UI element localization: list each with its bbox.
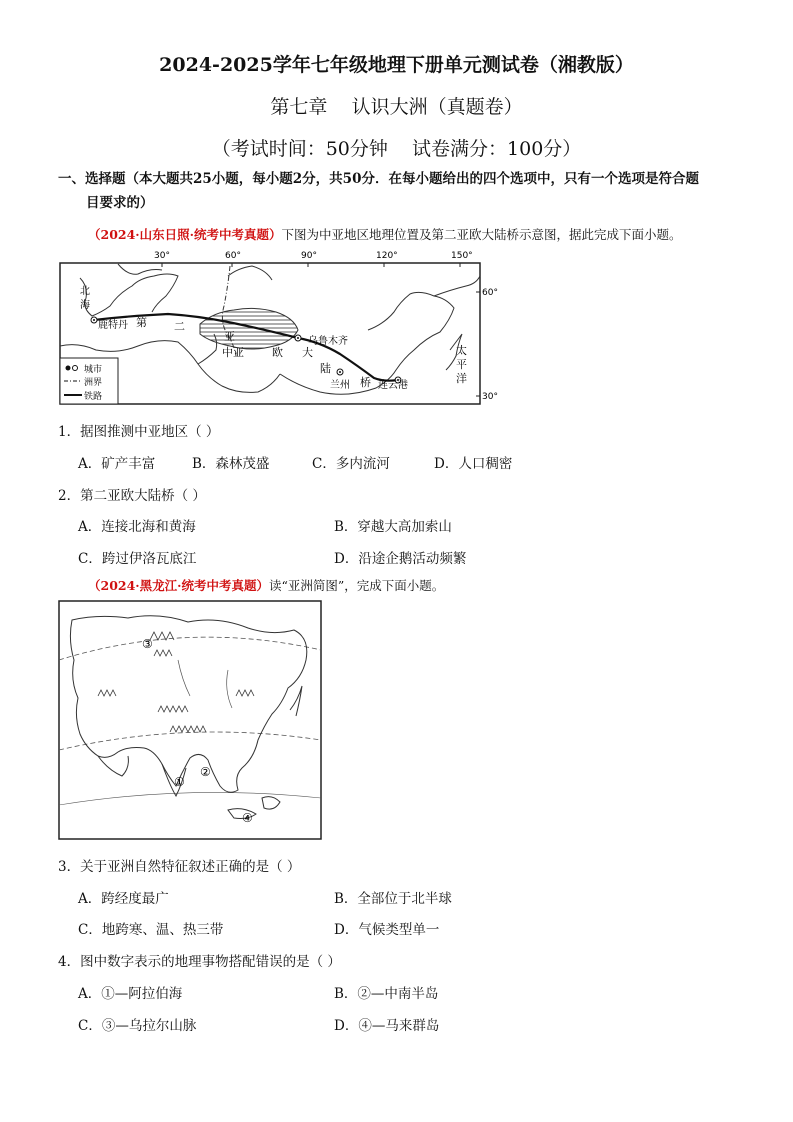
exam-info: （考试时间：50分钟 试卷满分：100分） <box>211 138 582 160</box>
exam-title: 2024-2025学年七年级地理下册单元测试卷（湘教版） <box>159 54 634 76</box>
q3-option-c[interactable]: C．地跨寒、温、热三带 <box>78 922 224 938</box>
label-bridge-2: 二 <box>174 320 185 333</box>
chapter-title: 第七章 认识大洲（真题卷） <box>270 96 523 118</box>
question-3: 3．关于亚洲自然特征叙述正确的是（ ） <box>58 859 301 875</box>
map-asia-sketch <box>58 600 322 840</box>
question-1: 1．据图推测中亚地区（ ） <box>58 424 220 440</box>
label-lianyungang: 连云港 <box>378 380 408 391</box>
q2-option-b[interactable]: B．穿越大高加索山 <box>334 519 452 535</box>
legend-city-label: 城市 <box>84 365 103 375</box>
lon-label-90: 90° <box>301 251 317 261</box>
label-bridge-3: 亚 <box>224 330 235 343</box>
legend-railway-label: 铁路 <box>84 392 103 402</box>
group1-source-tag: （2024·山东日照·统考中考真题） <box>88 227 282 242</box>
asia-map-frame <box>59 601 321 839</box>
label-2: ② <box>200 765 211 779</box>
q3-option-d[interactable]: D．气候类型单一 <box>334 922 440 938</box>
section-heading <box>58 167 748 215</box>
group2-source <box>88 576 444 594</box>
lon-label-150: 150° <box>451 251 473 261</box>
label-bridge-1: 第 <box>136 316 147 329</box>
label-pacific-3: 洋 <box>456 372 467 385</box>
lat-label-30: 30° <box>482 392 498 402</box>
section-line-1: 一、选择题（本大题共25小题，每小题2分，共50分．在每小题给出的四个选项中，只有一个选项是符合题 <box>58 171 699 187</box>
lon-label-30: 30° <box>154 251 170 261</box>
q1-option-c[interactable]: C．多内流河 <box>312 456 390 472</box>
group2-source-tag: （2024·黑龙江·统考中考真题） <box>88 578 269 593</box>
q3-option-b[interactable]: B．全部位于北半球 <box>334 891 452 907</box>
label-pacific-1: 太 <box>456 344 467 357</box>
lat-label-60: 60° <box>482 288 498 298</box>
q2-option-d[interactable]: D．沿途企鹅活动频繁 <box>334 551 467 567</box>
legend-border-label: 洲界 <box>84 378 103 388</box>
q4-option-a[interactable]: A．①—阿拉伯海 <box>78 986 183 1002</box>
lon-label-120: 120° <box>376 251 398 261</box>
label-lanzhou: 兰州 <box>330 380 350 391</box>
q1-option-a[interactable]: A．矿产丰富 <box>78 456 156 472</box>
label-north-sea-2: 海 <box>80 300 90 311</box>
label-central-asia: 中亚 <box>222 346 244 359</box>
q4-option-b[interactable]: B．②—中南半岛 <box>334 986 439 1002</box>
map-central-asia-svg <box>58 246 498 410</box>
q1-option-d[interactable]: D．人口稠密 <box>434 456 513 472</box>
label-urumqi: 乌鲁木齐 <box>308 336 348 347</box>
group1-source <box>88 225 682 243</box>
label-bridge-5: 大 <box>302 346 313 359</box>
label-rotterdam: 鹿特丹 <box>98 320 128 331</box>
q2-option-c[interactable]: C．跨过伊洛瓦底江 <box>78 551 197 567</box>
map-asia-svg <box>58 600 322 840</box>
q3-option-a[interactable]: A．跨经度最广 <box>78 891 169 907</box>
lon-label-60: 60° <box>225 251 241 261</box>
label-bridge-4: 欧 <box>272 346 283 359</box>
label-north-sea-1: 北 <box>80 286 90 297</box>
label-4: ④ <box>242 811 253 825</box>
q2-option-a[interactable]: A．连接北海和黄海 <box>78 519 196 535</box>
question-4: 4．图中数字表示的地理事物搭配错误的是（ ） <box>58 954 341 970</box>
label-bridge-7: 桥 <box>360 376 371 389</box>
q4-option-d[interactable]: D．④—马来群岛 <box>334 1018 440 1034</box>
map-central-asia-bridge <box>58 246 498 410</box>
section-line-2: 目要求的） <box>86 195 154 211</box>
question-2: 2．第二亚欧大陆桥（ ） <box>58 488 206 504</box>
legend-city-symbol <box>66 366 71 371</box>
label-bridge-6: 陆 <box>320 362 331 375</box>
group2-source-text: 读“亚洲简图”，完成下面小题。 <box>269 578 445 593</box>
q1-option-b[interactable]: B．森林茂盛 <box>192 456 270 472</box>
q4-option-c[interactable]: C．③—乌拉尔山脉 <box>78 1018 197 1034</box>
label-1: ① <box>174 775 185 789</box>
group1-source-text: 下图为中亚地区地理位置及第二亚欧大陆桥示意图，据此完成下面小题。 <box>281 227 682 242</box>
label-3: ③ <box>142 637 153 651</box>
label-pacific-2: 平 <box>456 358 467 371</box>
